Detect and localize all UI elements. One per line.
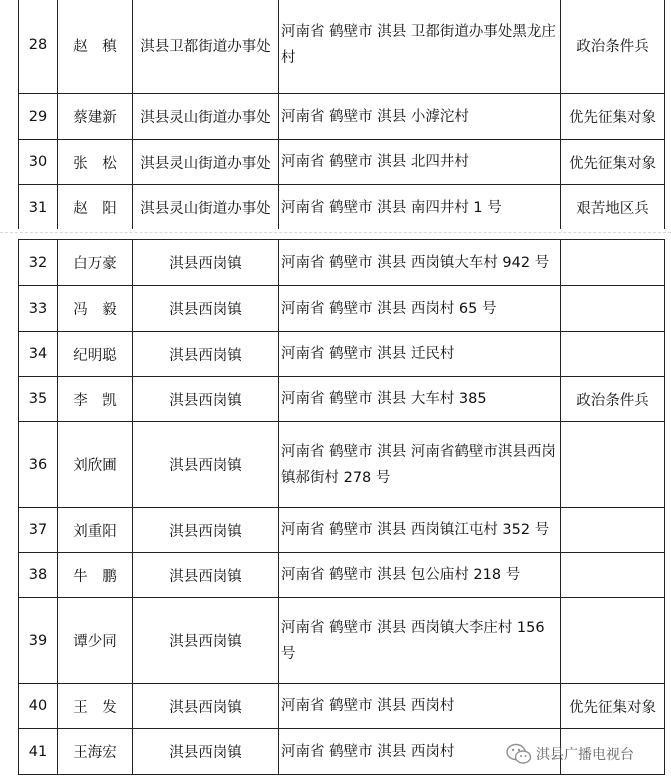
- home-address: 河南省 鹤壁市 淇县 包公庙村 218 号: [279, 553, 561, 598]
- row-number: 37: [19, 508, 58, 553]
- remark: [561, 332, 665, 377]
- unit-name: 淇县西岗镇: [133, 598, 279, 684]
- remark: 政治条件兵: [561, 0, 665, 94]
- remark: [561, 598, 665, 684]
- page-break-line: [0, 232, 671, 233]
- table-row: [19, 508, 665, 553]
- remark: [561, 422, 665, 508]
- remark: 优先征集对象: [561, 140, 665, 185]
- home-address: 河南省 鹤壁市 淇县 河南省鹤壁市淇县西岗镇郝街村 278 号: [279, 422, 561, 508]
- remark: [561, 286, 665, 332]
- person-name: 赵 阳: [58, 185, 133, 231]
- person-name: 赵 稹: [58, 0, 133, 94]
- unit-name: 淇县西岗镇: [133, 508, 279, 553]
- person-name: 冯 毅: [58, 286, 133, 332]
- remark: 优先征集对象: [561, 94, 665, 140]
- table-row: [19, 286, 665, 332]
- table-row: [19, 377, 665, 422]
- unit-name: 淇县西岗镇: [133, 332, 279, 377]
- row-number: 31: [19, 185, 58, 231]
- row-number: 33: [19, 286, 58, 332]
- row-number: 36: [19, 422, 58, 508]
- home-address: 河南省 鹤壁市 淇县 西岗村 65 号: [279, 286, 561, 332]
- home-address: 河南省 鹤壁市 淇县 小滹沱村: [279, 94, 561, 140]
- table-row: [19, 140, 665, 185]
- row-number: 40: [19, 684, 58, 729]
- home-address: 河南省 鹤壁市 淇县 迁民村: [279, 332, 561, 377]
- home-address: 河南省 鹤壁市 淇县 西岗村: [279, 684, 561, 729]
- table-row: [19, 332, 665, 377]
- remark: 艰苦地区兵: [561, 185, 665, 231]
- unit-name: 淇县灵山街道办事处: [133, 185, 279, 231]
- unit-name: 淇县西岗镇: [133, 684, 279, 729]
- person-name: 李 凯: [58, 377, 133, 422]
- person-name: 谭少同: [58, 598, 133, 684]
- home-address: 河南省 鹤壁市 淇县 西岗镇江屯村 352 号: [279, 508, 561, 553]
- unit-name: 淇县西岗镇: [133, 422, 279, 508]
- row-number: 29: [19, 94, 58, 140]
- remark: 优先征集对象: [561, 684, 665, 729]
- table-row: [19, 240, 665, 286]
- row-number: 30: [19, 140, 58, 185]
- remark: [561, 553, 665, 598]
- table-row: [19, 94, 665, 140]
- table-row: [19, 185, 665, 231]
- person-name: 白万豪: [58, 240, 133, 286]
- home-address: 河南省 鹤壁市 淇县 西岗村: [279, 729, 561, 775]
- person-name: 刘重阳: [58, 508, 133, 553]
- home-address: 河南省 鹤壁市 淇县 西岗镇大李庄村 156 号: [279, 598, 561, 684]
- table-row: [19, 422, 665, 508]
- page-break: [0, 229, 671, 237]
- unit-name: 淇县西岗镇: [133, 729, 279, 775]
- person-name: 蔡建新: [58, 94, 133, 140]
- unit-name: 淇县西岗镇: [133, 286, 279, 332]
- home-address: 河南省 鹤壁市 淇县 北四井村: [279, 140, 561, 185]
- unit-name: 淇县卫都街道办事处: [133, 0, 279, 94]
- remark: 政治条件兵: [561, 377, 665, 422]
- wechat-icon: [506, 743, 532, 765]
- person-name: 刘欣圃: [58, 422, 133, 508]
- table-row: [19, 684, 665, 729]
- row-number: 38: [19, 553, 58, 598]
- person-name: 王海宏: [58, 729, 133, 775]
- row-number: 41: [19, 729, 58, 775]
- row-number: 39: [19, 598, 58, 684]
- unit-name: 淇县灵山街道办事处: [133, 140, 279, 185]
- row-number: 32: [19, 240, 58, 286]
- unit-name: 淇县西岗镇: [133, 240, 279, 286]
- home-address: 河南省 鹤壁市 淇县 西岗镇大车村 942 号: [279, 240, 561, 286]
- person-name: 纪明聪: [58, 332, 133, 377]
- watermark-text: 淇县广播电视台: [536, 747, 634, 763]
- person-name: 张 松: [58, 140, 133, 185]
- conscript-table-2: [18, 239, 665, 775]
- unit-name: 淇县灵山街道办事处: [133, 94, 279, 140]
- person-name: 牛 鹏: [58, 553, 133, 598]
- watermark: [506, 740, 670, 768]
- row-number: 34: [19, 332, 58, 377]
- unit-name: 淇县西岗镇: [133, 553, 279, 598]
- home-address: 河南省 鹤壁市 淇县 卫都街道办事处黑龙庄村: [279, 0, 561, 94]
- table-row: [19, 0, 665, 94]
- row-number: 28: [19, 0, 58, 94]
- home-address: 河南省 鹤壁市 淇县 大车村 385: [279, 377, 561, 422]
- table-row: [19, 553, 665, 598]
- home-address: 河南省 鹤壁市 淇县 南四井村 1 号: [279, 185, 561, 231]
- person-name: 王 发: [58, 684, 133, 729]
- row-number: 35: [19, 377, 58, 422]
- unit-name: 淇县西岗镇: [133, 377, 279, 422]
- table-row: [19, 598, 665, 684]
- conscript-table-1: [18, 0, 665, 231]
- remark: [561, 240, 665, 286]
- remark: [561, 508, 665, 553]
